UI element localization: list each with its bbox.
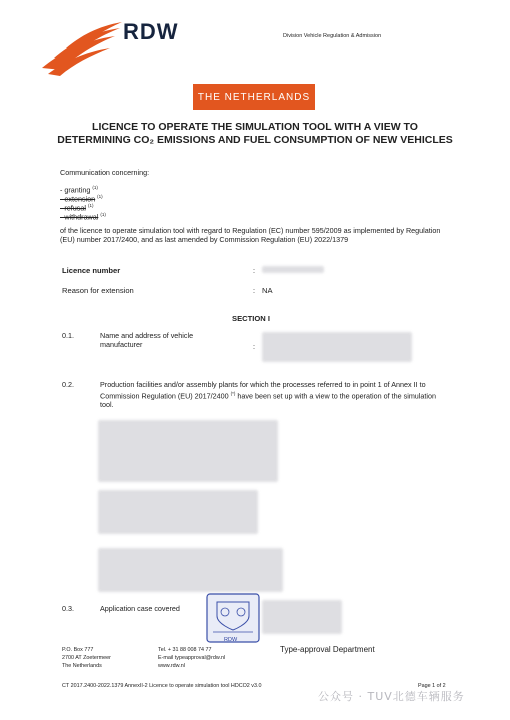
section-heading: SECTION I bbox=[232, 314, 270, 323]
watermark-text: 公众号 · TUV北德车辆服务 bbox=[318, 690, 465, 703]
page-number: Page 1 of 2 bbox=[418, 683, 446, 689]
division-name: Division Vehicle Regulation & Admission bbox=[283, 33, 382, 39]
item-colon-0-1: : bbox=[253, 342, 255, 351]
manufacturer-redacted bbox=[262, 332, 412, 362]
footer-address: P.O. Box 777 2700 AT Zoetermeer The Netherlands bbox=[62, 647, 111, 669]
department-name: Type-approval Department bbox=[280, 645, 375, 654]
reason-for-extension-label: Reason for extension bbox=[62, 286, 134, 295]
footer-contact: Tel. + 31 88 008 74 77 E-mail typeapproval@rdw.nl www.rdw.nl bbox=[158, 647, 226, 669]
brand-name: RDW bbox=[123, 19, 179, 44]
item-number-0-2: 0.2. bbox=[62, 380, 74, 389]
item-text-0-2: Production facilities and/or assembly plants for which the processes referred to in point 1 of Annex II to Commission Regulation (EU) 2017/2400 (*) have been set up with a view to the operation of the simulation tool. bbox=[100, 380, 436, 410]
title-line-2: DETERMINING CO₂ EMISSIONS AND FUEL CONSUMPTION OF NEW VEHICLES bbox=[57, 134, 453, 146]
communication-item-extension: - extension $^{(1)}$ bbox=[60, 194, 103, 204]
item-text-0-1: Name and address of vehicle manufacturer bbox=[100, 331, 194, 349]
document-title bbox=[40, 121, 470, 147]
communication-item-refusal: - refusal $^{(1)}$ bbox=[60, 203, 94, 213]
item-number-0-3: 0.3. bbox=[62, 604, 74, 613]
communication-item-withdrawal: - withdrawal $^{(1)}$ bbox=[60, 212, 106, 222]
item-number-0-1: 0.1. bbox=[62, 331, 74, 340]
reason-value: NA bbox=[262, 286, 273, 295]
licence-number-redacted bbox=[262, 266, 324, 273]
footer-website-link[interactable]: www.rdw.nl bbox=[158, 663, 185, 669]
title-line-1: LICENCE TO OPERATE THE SIMULATION TOOL WITH A VIEW TO bbox=[92, 121, 418, 133]
application-case-redacted bbox=[262, 600, 342, 634]
plant-address-redacted-1 bbox=[98, 420, 278, 482]
plant-address-redacted-3 bbox=[98, 548, 283, 592]
communication-heading: Communication concerning: bbox=[60, 168, 150, 177]
licence-number-colon: : bbox=[253, 266, 255, 275]
stamp-label: RDW bbox=[224, 637, 238, 643]
item-text-0-3: Application case covered bbox=[100, 604, 180, 613]
country-banner: THE NETHERLANDS bbox=[193, 84, 315, 110]
document-reference: CT 2017.2400-2022.1379 AnnexII-2 Licence to operate simulation tool HDCO2 v3.0 bbox=[62, 683, 262, 689]
footer-email-link[interactable]: E-mail typeapproval@rdw.nl bbox=[158, 655, 226, 661]
reason-colon: : bbox=[253, 286, 255, 295]
plant-address-redacted-2 bbox=[98, 490, 258, 534]
communication-body: of the licence to operate simulation tool with regard to Regulation (EC) number 595/2009 as implemented by Regulation (EU) number 2017/2400, and as last amended by Commission Regulation (EU) 2022/1379 bbox=[60, 226, 441, 244]
licence-number-label: Licence number bbox=[62, 266, 121, 275]
communication-item-granting: - granting $^{(1)}$ bbox=[60, 185, 98, 195]
